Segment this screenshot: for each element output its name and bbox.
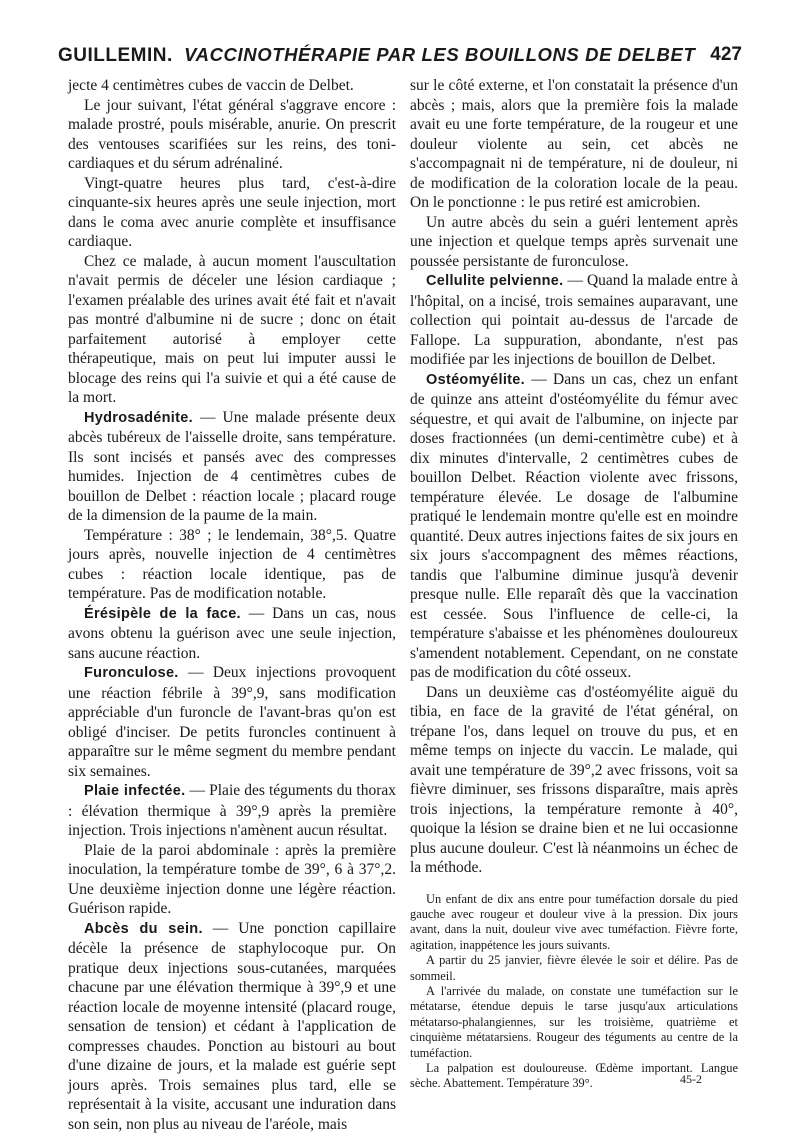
running-header: [58, 44, 742, 76]
right-column-body: [410, 76, 738, 878]
section-heading: Hydrosadénite.: [84, 409, 193, 426]
left-column: [68, 76, 396, 1134]
paragraph-text: — Dans un cas, chez un enfant de quinze ans atteint d'ostéomyélite du fémur avec séquestre, et qui avait de l'albumine, on injecte par doses fractionnées (un demi-centimètre cube) et à dix minutes d'intervalle, 2 centimètres cubes de bouillon Delbet. Réaction violente avec frissons, température élevée. Le dosage de l'albumine pratiqué le lendemain montre qu'elle est en moindre quantité. Deux autres injections faites de six jours en six jours s'accompagnent des mêmes réactions, tandis que l'albumine diminue jusqu'à devenir presque nulle. Elle reparaît dès que la vaccination est cessée. Sous l'influence de celle-ci, la température s'abaisse et les phénomènes douloureux s'amendent notablement. Cependant, on ne constate pas de modification du côté osseux.: [410, 370, 738, 681]
paragraph-text: Température : 38° ; le lendemain, 38°,5. Quatre jours après, nouvelle injection de 4 centimètres cubes : réaction locale identique, pas de température. Pas de modification notable.: [68, 526, 396, 602]
section-heading: Furonculose.: [84, 665, 179, 681]
right_column-paragraph: [410, 271, 738, 370]
left_column-paragraph: [68, 841, 396, 919]
left_column-paragraph: [68, 96, 396, 174]
paragraph-text: — Une malade présente deux abcès tubéreux de l'aisselle droite, sans température. Ils sont incisés et pansés avec des compresses humides. Injection de 4 centimètres cubes de bouillon de Delbet : réaction locale ; placard rouge de la dimension de la paume de la main.: [68, 408, 396, 524]
paragraph-text: sur le côté externe, et l'on constatait la présence d'un abcès ; mais, alors que la première fois la malade avait eu une forte température, de la rougeur et une douleur violente au sein, cet abcès ne s'accompagnait ni de température, ni de douleur, ni de modification de la coloration locale de la peau. On le ponctionne : le pus retiré est amicrobien.: [410, 77, 738, 211]
header-title: VACCINOTHÉRAPIE PAR LES BOUILLONS DE DELBET: [184, 44, 696, 65]
paragraph-text: — Quand la malade entre à l'hôpital, on a incisé, trois semaines auparavant, une collection qui pointait au-dessus de l'arcade de Fallope. La suppuration, abondante, n'est pas modifiée par les injections de bouillon de Delbet.: [410, 272, 739, 368]
header-author: GUILLEMIN.: [58, 45, 173, 66]
small-print-paragraph: A l'arrivée du malade, on constate une tuméfaction sur le métatarse, étendue depuis le tarse jusqu'aux articulations métatarso-phalangiennes, sur les troisième, quatrième et cinquième métatarsiens. Rougeur des téguments au centre de la tuméfaction.: [410, 983, 738, 1060]
paragraph-text: — Une ponction capillaire décèle la présence de staphylocoque pur. On pratique deux injections sous-cutanées, marquées chacune par une élévation thermique à 39°,9 et une réaction locale de moyenne intensité (placard rouge, sensation de tension) et cédant à l'application de compresses chaudes. Ponction au bistouri au bout d'une dizaine de jours, et la malade est guérie sept jours après. Trois semaines plus tard, elle se représentait à la visite, accusant une induration dans son sein, non plus au niveau de l'aréole, mais: [68, 919, 396, 1133]
paragraph-text: jecte 4 centimètres cubes de vaccin de Delbet.: [68, 77, 354, 94]
paragraph-text: Un autre abcès du sein a guéri lentement après une injection et quelque temps après survenait une poussée persistante de furonculose.: [410, 213, 738, 270]
left_column-paragraph: [68, 919, 396, 1135]
left_column-paragraph: [68, 781, 396, 841]
left_column-paragraph: [68, 526, 396, 604]
right_column-paragraph: [410, 213, 738, 272]
paragraph-text: Dans un deuxième cas d'ostéomyélite aiguë du tibia, en face de la gravité de l'état général, on trépane l'os, dans lequel on trouve du pus, et en même temps on injecte du vaccin. Le malade, qui avait une température de 39°,2 avec frissons, voit sa fièvre diminuer, ses frissons disparaître, mais après trois injections, la température remonte à 40°, quoique la lésion se draine bien et ne lui occasionne plus aucune douleur. C'est là néanmoins un échec de la méthode.: [410, 683, 738, 876]
right_column-paragraph: [410, 76, 738, 213]
signature-mark: 45-2: [680, 1072, 702, 1086]
right_column-paragraph: [410, 370, 738, 683]
left_column-paragraph: [68, 76, 396, 96]
left_column-paragraph: [68, 663, 396, 781]
paragraph-text: — Dans un cas, nous avons obtenu la guérison avec une seule injection, sans aucune réaction.: [68, 604, 396, 662]
paragraph-text: — Plaie des téguments du thorax : élévation thermique à 39°,9 après la première injection. Trois injections n'amènent aucun résultat.: [68, 782, 396, 839]
paragraph-text: Le jour suivant, l'état général s'aggrave encore : malade prostré, pouls misérable, anurie. On prescrit des ventouses scarifiées sur les reins, des toni-cardiaques et du sérum adrénaliné.: [68, 96, 396, 172]
small-print-case-note: [410, 892, 738, 1092]
right_column-paragraph: [410, 683, 738, 878]
section-heading: Érésipèle de la face.: [84, 605, 241, 622]
left_column-paragraph: [68, 408, 396, 526]
small-print-paragraph: Un enfant de dix ans entre pour tuméfaction dorsale du pied gauche avec rougeur et douleur vive à la pression. Dix jours avant, dans la nuit, douleur vive avec tuméfaction. Fièvre forte, agitation, inappétence les jours suivants.: [410, 891, 738, 952]
page-number: 427: [710, 44, 742, 65]
paragraph-text: Chez ce malade, à aucun moment l'auscultation n'avait permis de déceler une lésion cardiaque ; l'examen préalable des urines avait été fait et n'avait pas montré d'albumine ni de sucre ; donc on était parfaitement autorisé à employer cette thérapeutique, mais on peut lui imputer aussi le blocage des reins qui l'a suivie et qui a été cause de la mort.: [68, 252, 396, 406]
left_column-paragraph: [68, 604, 396, 664]
paragraph-text: Plaie de la paroi abdominale : après la première inoculation, la température tombe de 39°, 6 à 37°,2. Une deuxième injection donne une légère réaction. Guérison rapide.: [68, 841, 396, 917]
section-heading: Plaie infectée.: [84, 783, 186, 799]
section-heading: Abcès du sein.: [84, 920, 203, 937]
small-print-paragraph: A partir du 25 janvier, fièvre élevée le soir et délire. Pas de sommeil.: [410, 953, 738, 983]
right-column: [410, 76, 738, 1092]
left_column-paragraph: [68, 252, 396, 408]
paragraph-text: Vingt-quatre heures plus tard, c'est-à-dire cinquante-six heures après une seule injection, mort dans le coma avec anurie complète et insuffisance cardiaque.: [68, 174, 396, 250]
left_column-paragraph: [68, 174, 396, 252]
small-print-paragraph: La palpation est douloureuse. Œdème important. Langue sèche. Abattement. Température 39°.: [410, 1060, 738, 1091]
paragraph-text: — Deux injections provoquent une réaction fébrile à 39°,9, sans modification appréciable d'un furoncle de l'avant-bras qu'on est obligé d'inciser. De petits furoncles continuent à apparaître sur le même segment du membre pendant six semaines.: [68, 664, 396, 780]
section-heading: Ostéomyélite.: [426, 371, 525, 388]
section-heading: Cellulite pelvienne.: [426, 273, 564, 289]
